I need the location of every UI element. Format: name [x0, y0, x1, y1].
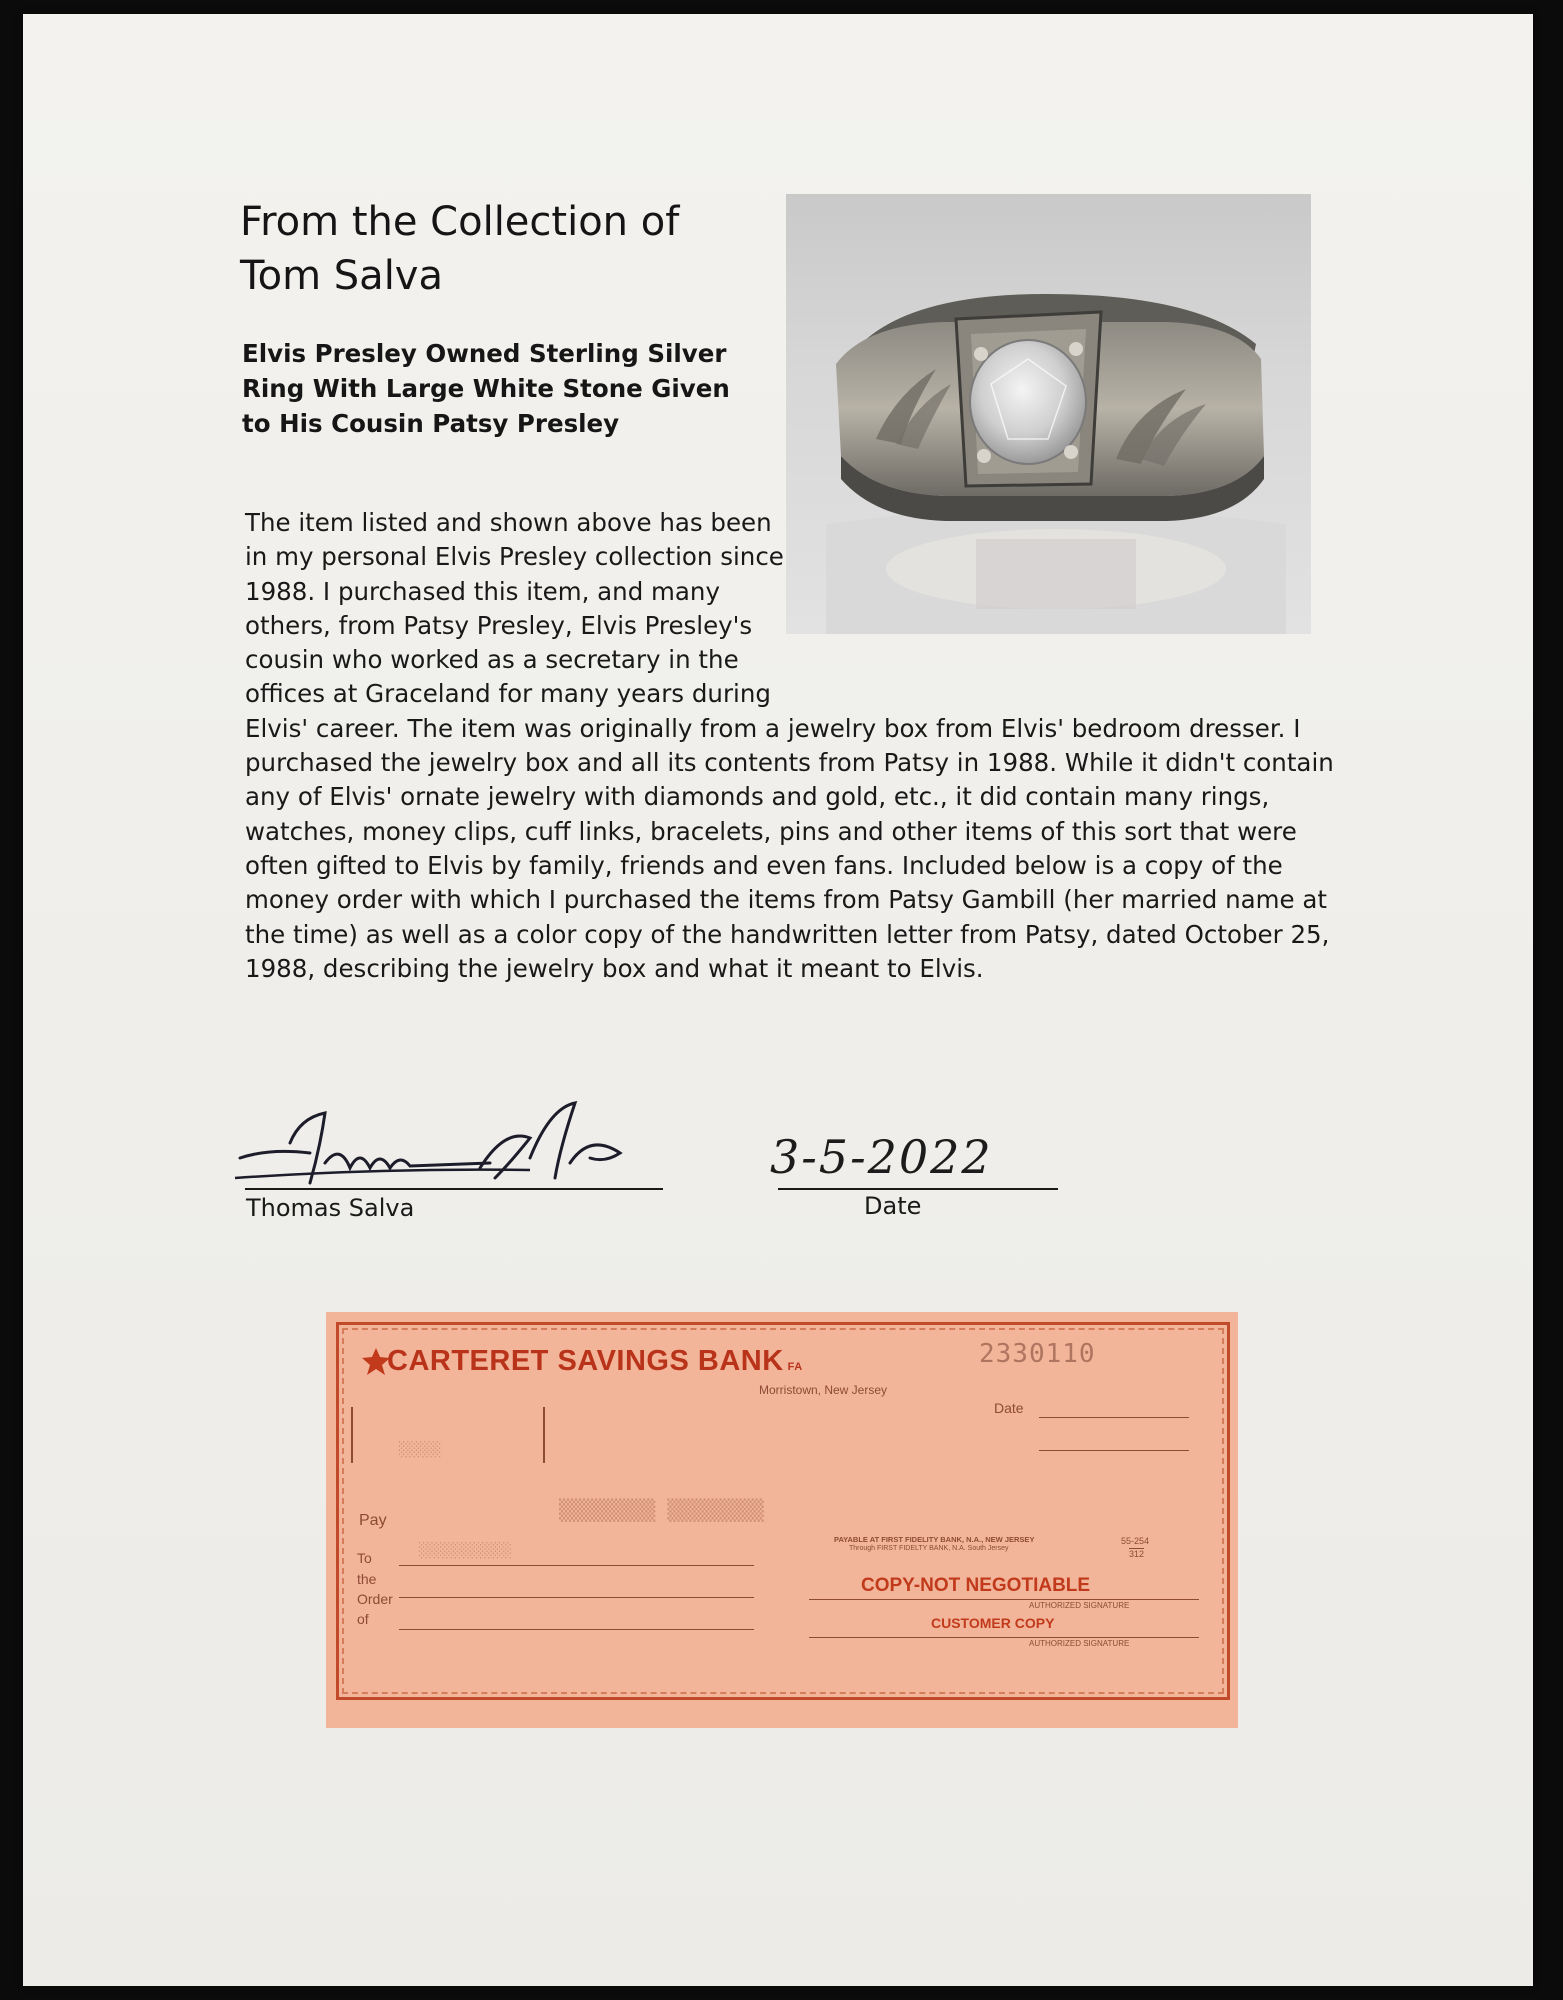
customer-copy: CUSTOMER COPY	[931, 1615, 1055, 1631]
signature-line	[245, 1188, 663, 1190]
money-order-copy	[326, 1312, 1238, 1728]
title-line-1: From the Collection of	[240, 199, 680, 245]
faded-payee: ░░░░░░░░░░░	[419, 1543, 512, 1559]
authorized-signature-2: AUTHORIZED SIGNATURE	[1029, 1639, 1130, 1648]
of-label: of	[357, 1611, 369, 1627]
provenance-text: The item listed and shown above has been in my personal Elvis Presley collection since 1988. I purchased this item, and many others, from Patsy Presley, Elvis Presley's cousin who worked as a secretary in the offices at Graceland for many years during Elvis' career. The item was originally from a jewelry box from Elvis' bedroom dresser. I purchased the jewelry box and all its contents from Patsy in 1988. While it didn't contain any of Elvis' ornate jewelry with diamonds and gold, etc., it did contain many rings, watches, money clips, cuff links, bracelets, pins and other items of this sort that were often gifted to Elvis by family, friends and even fans. Included below is a copy of the money order with which I purchased the items from Patsy Gambill (her married name at the time) as well as a color copy of the handwritten letter from Patsy, dated October 25, 1988, describing the jewelry box and what it meant to Elvis.	[245, 508, 1334, 983]
payee-line-1	[399, 1565, 754, 1566]
copy-not-negotiable: COPY-NOT NEGOTIABLE	[861, 1575, 1091, 1596]
date-line	[778, 1188, 1058, 1190]
date-field-line-2	[1039, 1450, 1189, 1451]
handwritten-signature	[230, 1098, 670, 1193]
item-subtitle: Elvis Presley Owned Sterling Silver Ring With Large White Stone Given to His Cousin Patsy Presley	[242, 339, 730, 438]
order-label: Order	[357, 1591, 393, 1607]
address-bracket	[351, 1407, 545, 1463]
faded-address: ░░░░░	[399, 1442, 442, 1458]
bank-location: Morristown, New Jersey	[759, 1383, 888, 1397]
faded-amount: ▒▒▒▒▒▒▒▒ ▒▒▒▒▒▒▒▒	[559, 1498, 764, 1522]
date-field-label: Date	[994, 1400, 1024, 1416]
bank-name	[387, 1345, 803, 1378]
the-label: the	[357, 1571, 377, 1587]
routing-bottom: 312	[1129, 1549, 1145, 1559]
payee-line-3	[399, 1629, 754, 1630]
payable-line-2: Through FIRST FIDELTY BANK, N.A. South Jersey	[849, 1545, 1009, 1552]
signer-name: Thomas Salva	[246, 1194, 415, 1222]
handwritten-date: 3-5-2022	[770, 1130, 993, 1184]
title-line-2: Tom Salva	[240, 253, 443, 299]
ring-photo	[786, 194, 1311, 634]
bank-suffix: FA	[787, 1361, 803, 1373]
pay-label: Pay	[359, 1512, 387, 1529]
bank-name-text: CARTERET SAVINGS BANK	[387, 1345, 784, 1377]
payable-line-1: PAYABLE AT FIRST FIDELITY BANK, N.A., NEW JERSEY	[834, 1535, 1035, 1544]
date-label: Date	[864, 1192, 922, 1220]
ring-illustration	[786, 194, 1311, 634]
routing-top: 55-254	[1121, 1536, 1150, 1546]
page-title	[240, 195, 760, 303]
check-border	[336, 1322, 1230, 1700]
date-field-line	[1039, 1417, 1189, 1418]
to-label: To	[357, 1550, 372, 1566]
authorized-line-1	[809, 1599, 1199, 1600]
check-number: 2330110	[979, 1339, 1096, 1369]
authorized-signature-1: AUTHORIZED SIGNATURE	[1029, 1601, 1130, 1610]
payee-line-2	[399, 1597, 754, 1598]
authorized-line-2	[809, 1637, 1199, 1638]
